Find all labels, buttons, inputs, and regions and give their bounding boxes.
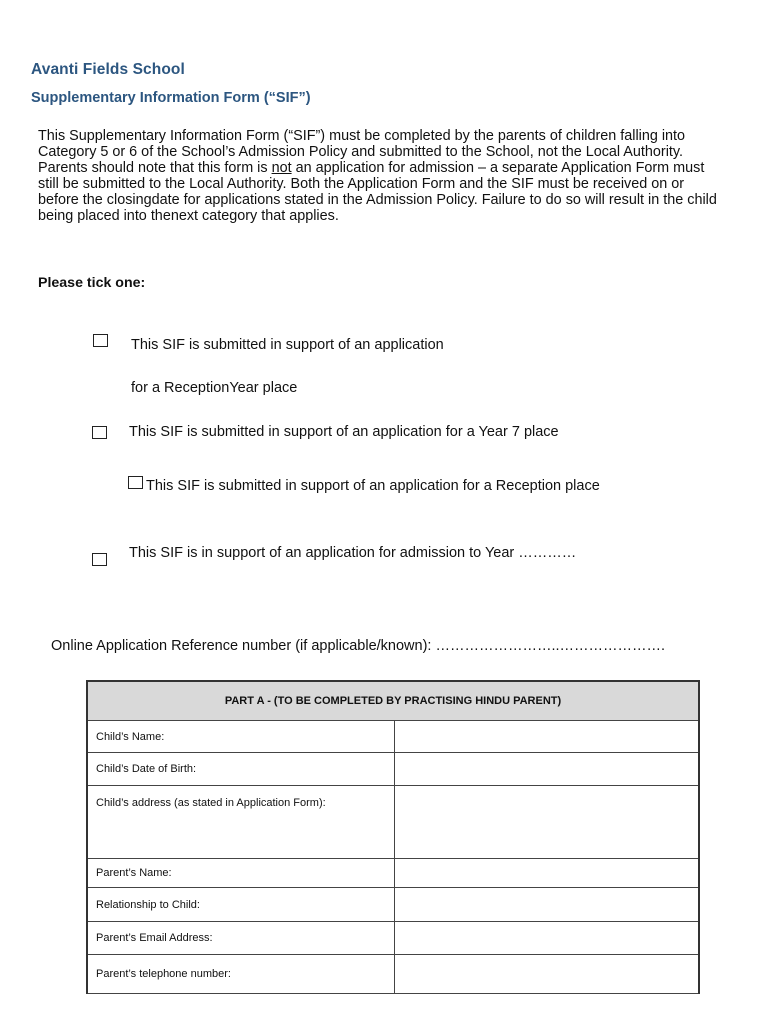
table-row <box>87 955 699 994</box>
part-a-heading: PART A - (TO BE COMPLETED BY PRACTISING HINDU PARENT) <box>87 681 699 721</box>
parent-name-label: Parent’s Name: <box>87 859 395 888</box>
table-row <box>87 753 699 786</box>
form-title: Supplementary Information Form (“SIF”) <box>31 90 311 106</box>
intro-text-part2: an application for admission – a separate Application Form must still be submitted to the Local Authority. Both the Application Form and the SIF must be received on or before the closingdate for applications stated in the Admission Policy. Failure to do so will result in the child being placed into thenext category that applies. <box>38 159 717 224</box>
online-reference-field[interactable]: Online Application Reference number (if applicable/known): ……………………..…………………. <box>51 638 666 654</box>
part-a-header-row <box>87 681 699 721</box>
checkbox-year7-place[interactable] <box>92 426 107 439</box>
child-name-label: Child’s Name: <box>87 721 395 753</box>
child-address-label: Child’s address (as stated in Application Form): <box>87 786 395 859</box>
option-reception-label: This SIF is submitted in support of an application for a Reception place <box>146 478 600 494</box>
intro-text-part1: This Supplementary Information Form (“SIF”) must be completed by the parents of children falling into Category 5 or 6 of the School’s Admission Policy and submitted to the School, not the Local Authority. Parents should note that this form is <box>38 128 686 176</box>
parent-name-input[interactable] <box>395 859 700 888</box>
parent-phone-label: Parent’s telephone number: <box>87 955 395 994</box>
relationship-input[interactable] <box>395 888 700 922</box>
option-reception-year-line2: for a ReceptionYear place <box>131 380 298 396</box>
part-a-table <box>86 680 700 994</box>
table-row <box>87 888 699 922</box>
relationship-label: Relationship to Child: <box>87 888 395 922</box>
parent-phone-input[interactable] <box>395 955 700 994</box>
table-row <box>87 922 699 955</box>
child-dob-input[interactable] <box>395 753 700 786</box>
parent-email-input[interactable] <box>395 922 700 955</box>
table-row <box>87 786 699 859</box>
intro-paragraph <box>38 129 728 224</box>
option-reception-year-line1: This SIF is submitted in support of an application <box>131 337 444 353</box>
child-dob-label: Child’s Date of Birth: <box>87 753 395 786</box>
child-name-input[interactable] <box>395 721 700 753</box>
parent-email-label: Parent’s Email Address: <box>87 922 395 955</box>
checkbox-reception-place[interactable] <box>128 476 143 489</box>
option-other-year-label: This SIF is in support of an application for admission to Year ………… <box>129 545 577 561</box>
child-address-input[interactable] <box>395 786 700 859</box>
tick-one-heading: Please tick one: <box>38 275 146 291</box>
intro-emphasis-not: not <box>271 159 292 176</box>
checkbox-reception-year-place[interactable] <box>93 334 108 347</box>
checkbox-other-year[interactable] <box>92 553 107 566</box>
table-row <box>87 859 699 888</box>
table-row <box>87 721 699 753</box>
option-year7-label: This SIF is submitted in support of an application for a Year 7 place <box>129 424 559 440</box>
school-name: Avanti Fields School <box>31 61 185 78</box>
